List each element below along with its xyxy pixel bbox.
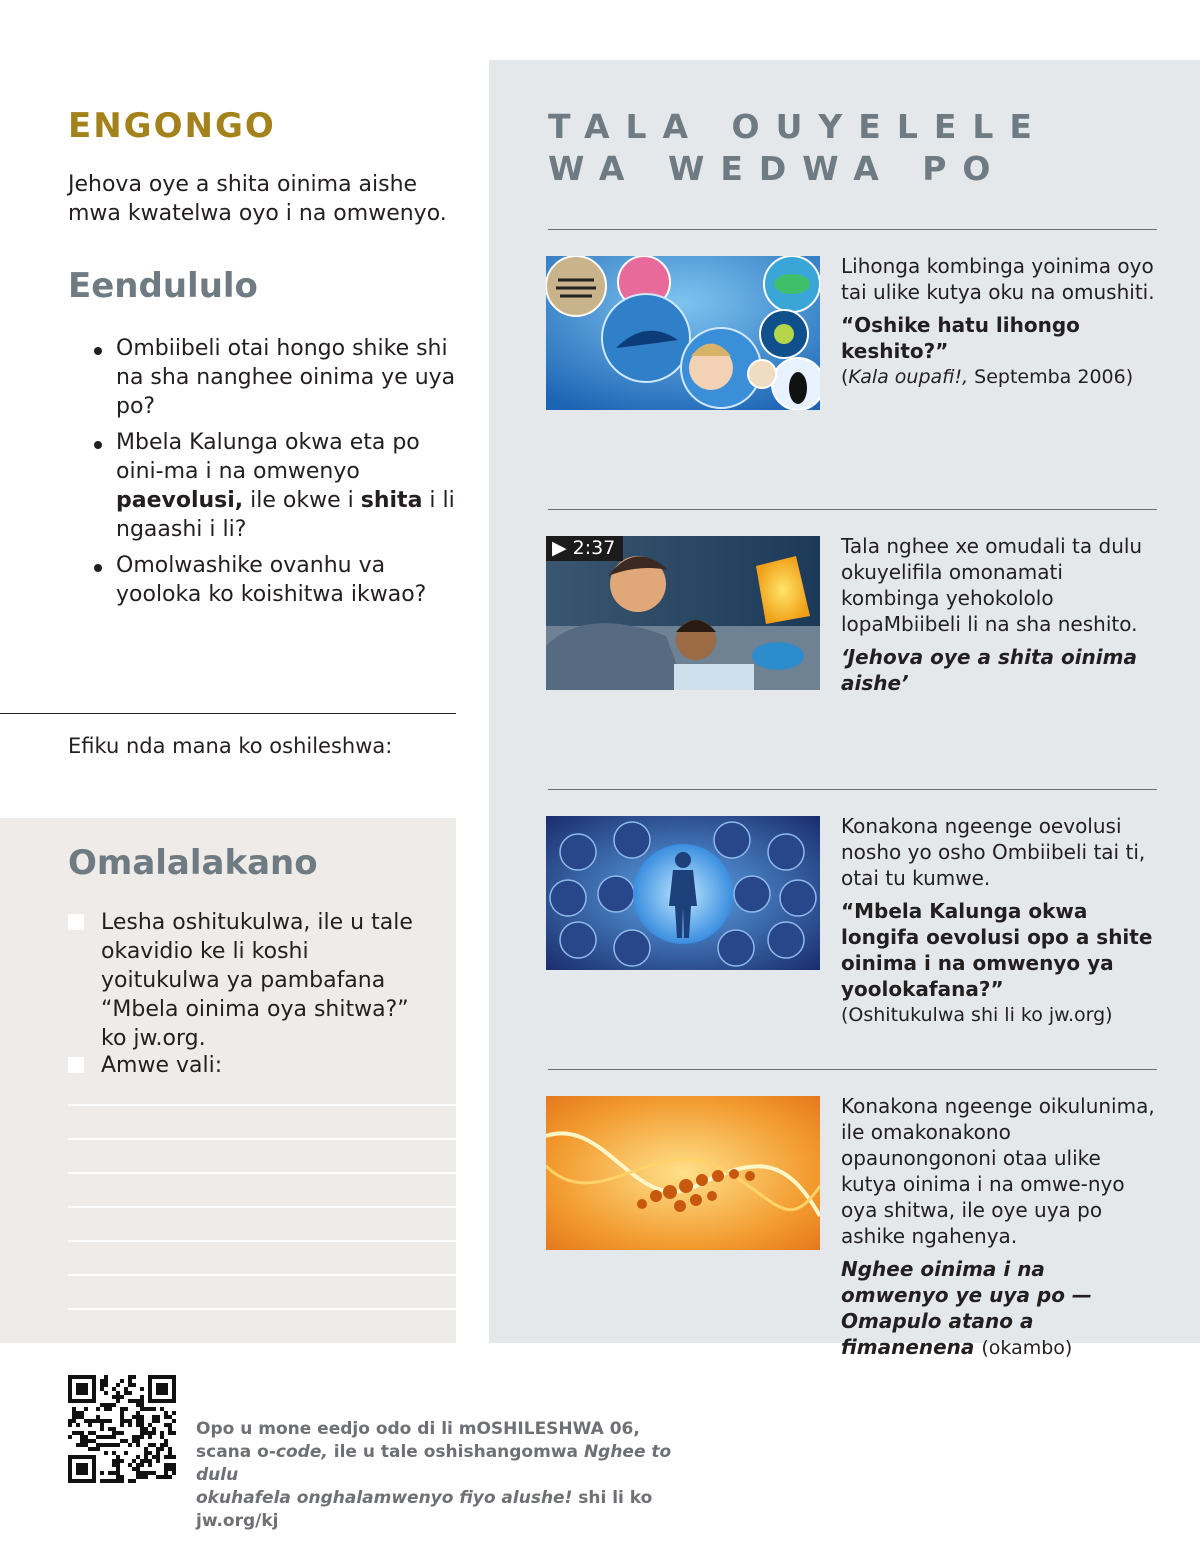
- divider: [548, 229, 1157, 230]
- resource-description: Lihonga kombinga yoinima oyo tai ulike kutya oku na omushiti.: [841, 254, 1155, 304]
- video-thumbnail[interactable]: [546, 536, 820, 690]
- divider: [548, 509, 1157, 510]
- resource-link[interactable]: Nghee oinima i na omwenyo ye uya po — Omapulo atano a fimanenena (okambo): [841, 1257, 1092, 1359]
- resource-link[interactable]: “Oshike hatu lihongo keshito?”: [841, 313, 1080, 363]
- question-keyword: shita: [360, 488, 423, 513]
- write-line[interactable]: [68, 1206, 456, 1208]
- resource-link[interactable]: ‘Jehova oye a shita oinima aishe’: [841, 645, 1137, 695]
- resource-source: (Kala oupafi!, Septemba 2006): [841, 366, 1134, 388]
- video-duration-badge: ▶ 2:37: [546, 536, 623, 561]
- divider: [0, 713, 456, 714]
- footer-line: okuhafela onghalamwenyo fiyo alushe! shi li ko jw.org/kj: [196, 1488, 653, 1531]
- write-line[interactable]: [68, 1274, 456, 1276]
- review-title: Eendululo: [68, 266, 258, 306]
- divider: [548, 789, 1157, 790]
- resource-description: Tala nghee xe omudali ta dulu okuyelifila omonamati kombinga yehokololo lopaMbiibeli li na sha neshito.: [841, 534, 1143, 636]
- review-questions: [92, 334, 462, 616]
- question-keyword: paevolusi,: [116, 488, 244, 513]
- write-line[interactable]: [68, 1104, 456, 1106]
- write-line[interactable]: [68, 1240, 456, 1242]
- footer-note: [196, 1418, 716, 1533]
- write-line[interactable]: [68, 1138, 456, 1140]
- lesson-summary: Jehova oye a shita oinima aishe mwa kwatelwa oyo i na omwenyo.: [68, 172, 447, 226]
- review-question: [92, 551, 462, 609]
- goal-checkbox[interactable]: [68, 1057, 84, 1073]
- goal-other-label: Amwe vali:: [101, 1053, 223, 1078]
- resource-source: (Oshitukulwa shi li ko jw.org): [841, 1004, 1113, 1026]
- explore-title: TALA OUYELELE WA WEDWA PO: [548, 107, 1048, 188]
- dna-brochure-image[interactable]: [546, 1096, 820, 1250]
- question-text: ile okwe i: [243, 488, 361, 513]
- write-line[interactable]: [68, 1172, 456, 1174]
- resource-link[interactable]: “Mbela Kalunga okwa longifa oevolusi opo a shite oinima i na omwenyo ya yoolokafana?”: [841, 899, 1153, 1001]
- resource-entry: [841, 813, 1161, 1028]
- question-text: Mbela Kalunga okwa eta po oini-ma i na omwenyo: [116, 430, 420, 484]
- resource-description: Konakona ngeenge oevolusi nosho yo osho Ombiibeli tai ti, otai tu kumwe.: [841, 814, 1146, 890]
- footer-line: Opo u mone eedjo odo di li mOSHILESHWA 06,: [196, 1419, 640, 1439]
- goals-title: Omalalakano: [68, 843, 318, 883]
- footer-line: scana o-code, ile u tale oshishangomwa Nghee to dulu: [196, 1442, 672, 1485]
- goal-checkbox[interactable]: [68, 914, 84, 930]
- goals-panel: [0, 818, 456, 1343]
- write-line[interactable]: [68, 1308, 456, 1310]
- resource-entry: [841, 1093, 1161, 1361]
- qr-code[interactable]: [68, 1375, 176, 1483]
- question-text: i li ngaashi i li?: [116, 488, 455, 542]
- question-text: Omolwashike ovanhu va yooloka ko koishitwa ikwao?: [116, 553, 427, 607]
- evolution-article-image[interactable]: [546, 816, 820, 970]
- review-question: [92, 428, 462, 544]
- divider: [548, 1069, 1157, 1070]
- goal-text: Lesha oshitukulwa, ile u tale okavidio ke li koshi yoitukulwa ya pambafana “Mbela oinima oya shitwa?” ko jw.org.: [101, 910, 413, 1051]
- resource-entry: [841, 253, 1161, 390]
- resource-entry: [841, 533, 1161, 696]
- lesson-title: ENGONGO: [68, 106, 276, 146]
- completion-date-label: Efiku nda mana ko oshileshwa:: [68, 734, 393, 758]
- nature-collage-image[interactable]: [546, 256, 820, 410]
- question-text: Ombiibeli otai hongo shike shi na sha nanghee oinima ye uya po?: [116, 336, 456, 419]
- review-question: [92, 334, 462, 421]
- resource-description: Konakona ngeenge oikulunima, ile omakonakono opaunongononi otaa ulike kutya oinima i na omwe-nyo oya shitwa, ile oye uya po ashike ngahenya.: [841, 1094, 1155, 1248]
